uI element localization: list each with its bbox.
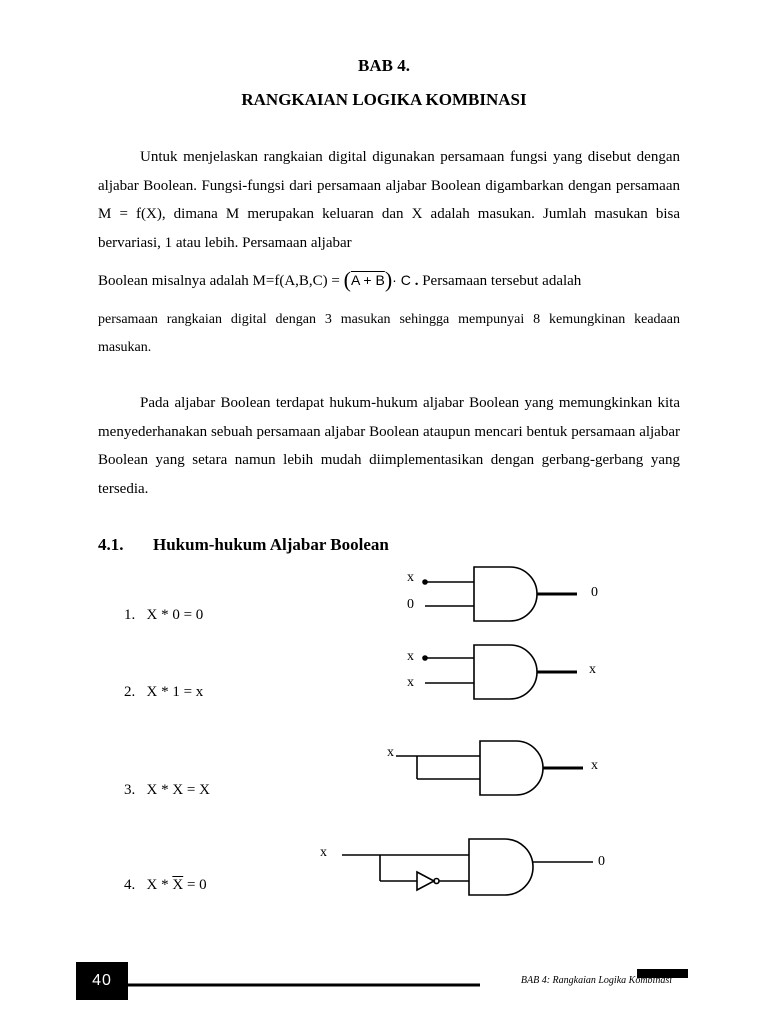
gate-2-output-label: x [589, 662, 596, 677]
equation-paren-close: ) [384, 267, 393, 292]
equation-prefix: Boolean misalnya adalah M=f(A,B,C) = [98, 273, 344, 289]
law-1-label: 1. X * 0 = 0 [124, 607, 204, 623]
equation-suffix: Persamaan tersebut adalah [418, 273, 582, 289]
gate-3-output-label: x [591, 758, 598, 773]
and-gate-3 [396, 741, 583, 795]
second-paragraph: Pada aljabar Boolean terdapat hukum-hukum aljabar Boolean yang memungkinkan kita menyederhanakan sebuah persamaan aljabar Boolean ataupun mencari bentuk persamaan aljabar Boolean yang setara namun lebih mudah diimplementasikan dengan gerbang-gerbang yang tersedia. [98, 395, 680, 497]
section-title: Hukum-hukum Aljabar Boolean [153, 535, 389, 554]
x-bar: $\overline{X}$ [172, 877, 184, 893]
equation-dot: . [414, 273, 419, 289]
gate-1-output-label: 0 [591, 585, 598, 600]
chapter-title: RANGKAIAN LOGIKA KOMBINASI [241, 90, 527, 109]
chapter-number: BAB 4. [358, 56, 410, 75]
law-3-label: 3. X * X = X [124, 782, 210, 798]
gate-3-input-label: x [387, 745, 394, 760]
and-gate-4-with-inverter [342, 839, 593, 895]
and-gate-2 [423, 645, 577, 699]
gate-1-input-1-label: x [407, 570, 414, 585]
equation-tail: · C [392, 272, 415, 288]
page-number: 40 [76, 962, 128, 1000]
gate-1-input-2-label: 0 [407, 597, 414, 612]
law-4-label: 4. $X * \overline{X} = 0$ [124, 877, 207, 893]
equation-paren-open: ( [343, 267, 351, 292]
gate-4-output-label: 0 [598, 854, 605, 869]
gate-2-input-2-label: x [407, 675, 414, 690]
section-number: 4.1. [98, 535, 124, 554]
equation-overlined-term: A + B [350, 272, 385, 288]
gate-2-input-1-label: x [407, 649, 414, 664]
intro-paragraph-tail: persamaan rangkaian digital dengan 3 masukan sehingga mempunyai 8 kemungkinan keadaan masukan. [98, 312, 680, 355]
law-2-label: 2. X * 1 = x [124, 684, 204, 700]
running-title: BAB 4: Rangkaian Logika Kombinasi [520, 975, 672, 986]
and-gate-1 [423, 567, 577, 621]
gate-4-input-label: x [320, 845, 327, 860]
intro-paragraph: Untuk menjelaskan rangkaian digital digunakan persamaan fungsi yang disebut dengan aljabar Boolean. Fungsi-fungsi dari persamaan aljabar Boolean digambarkan dengan persamaan M = f(X), dimana M merupakan keluaran dan X adalah masukan. Jumlah masukan bisa bervariasi, 1 atau lebih. Persamaan aljabar [98, 149, 680, 251]
